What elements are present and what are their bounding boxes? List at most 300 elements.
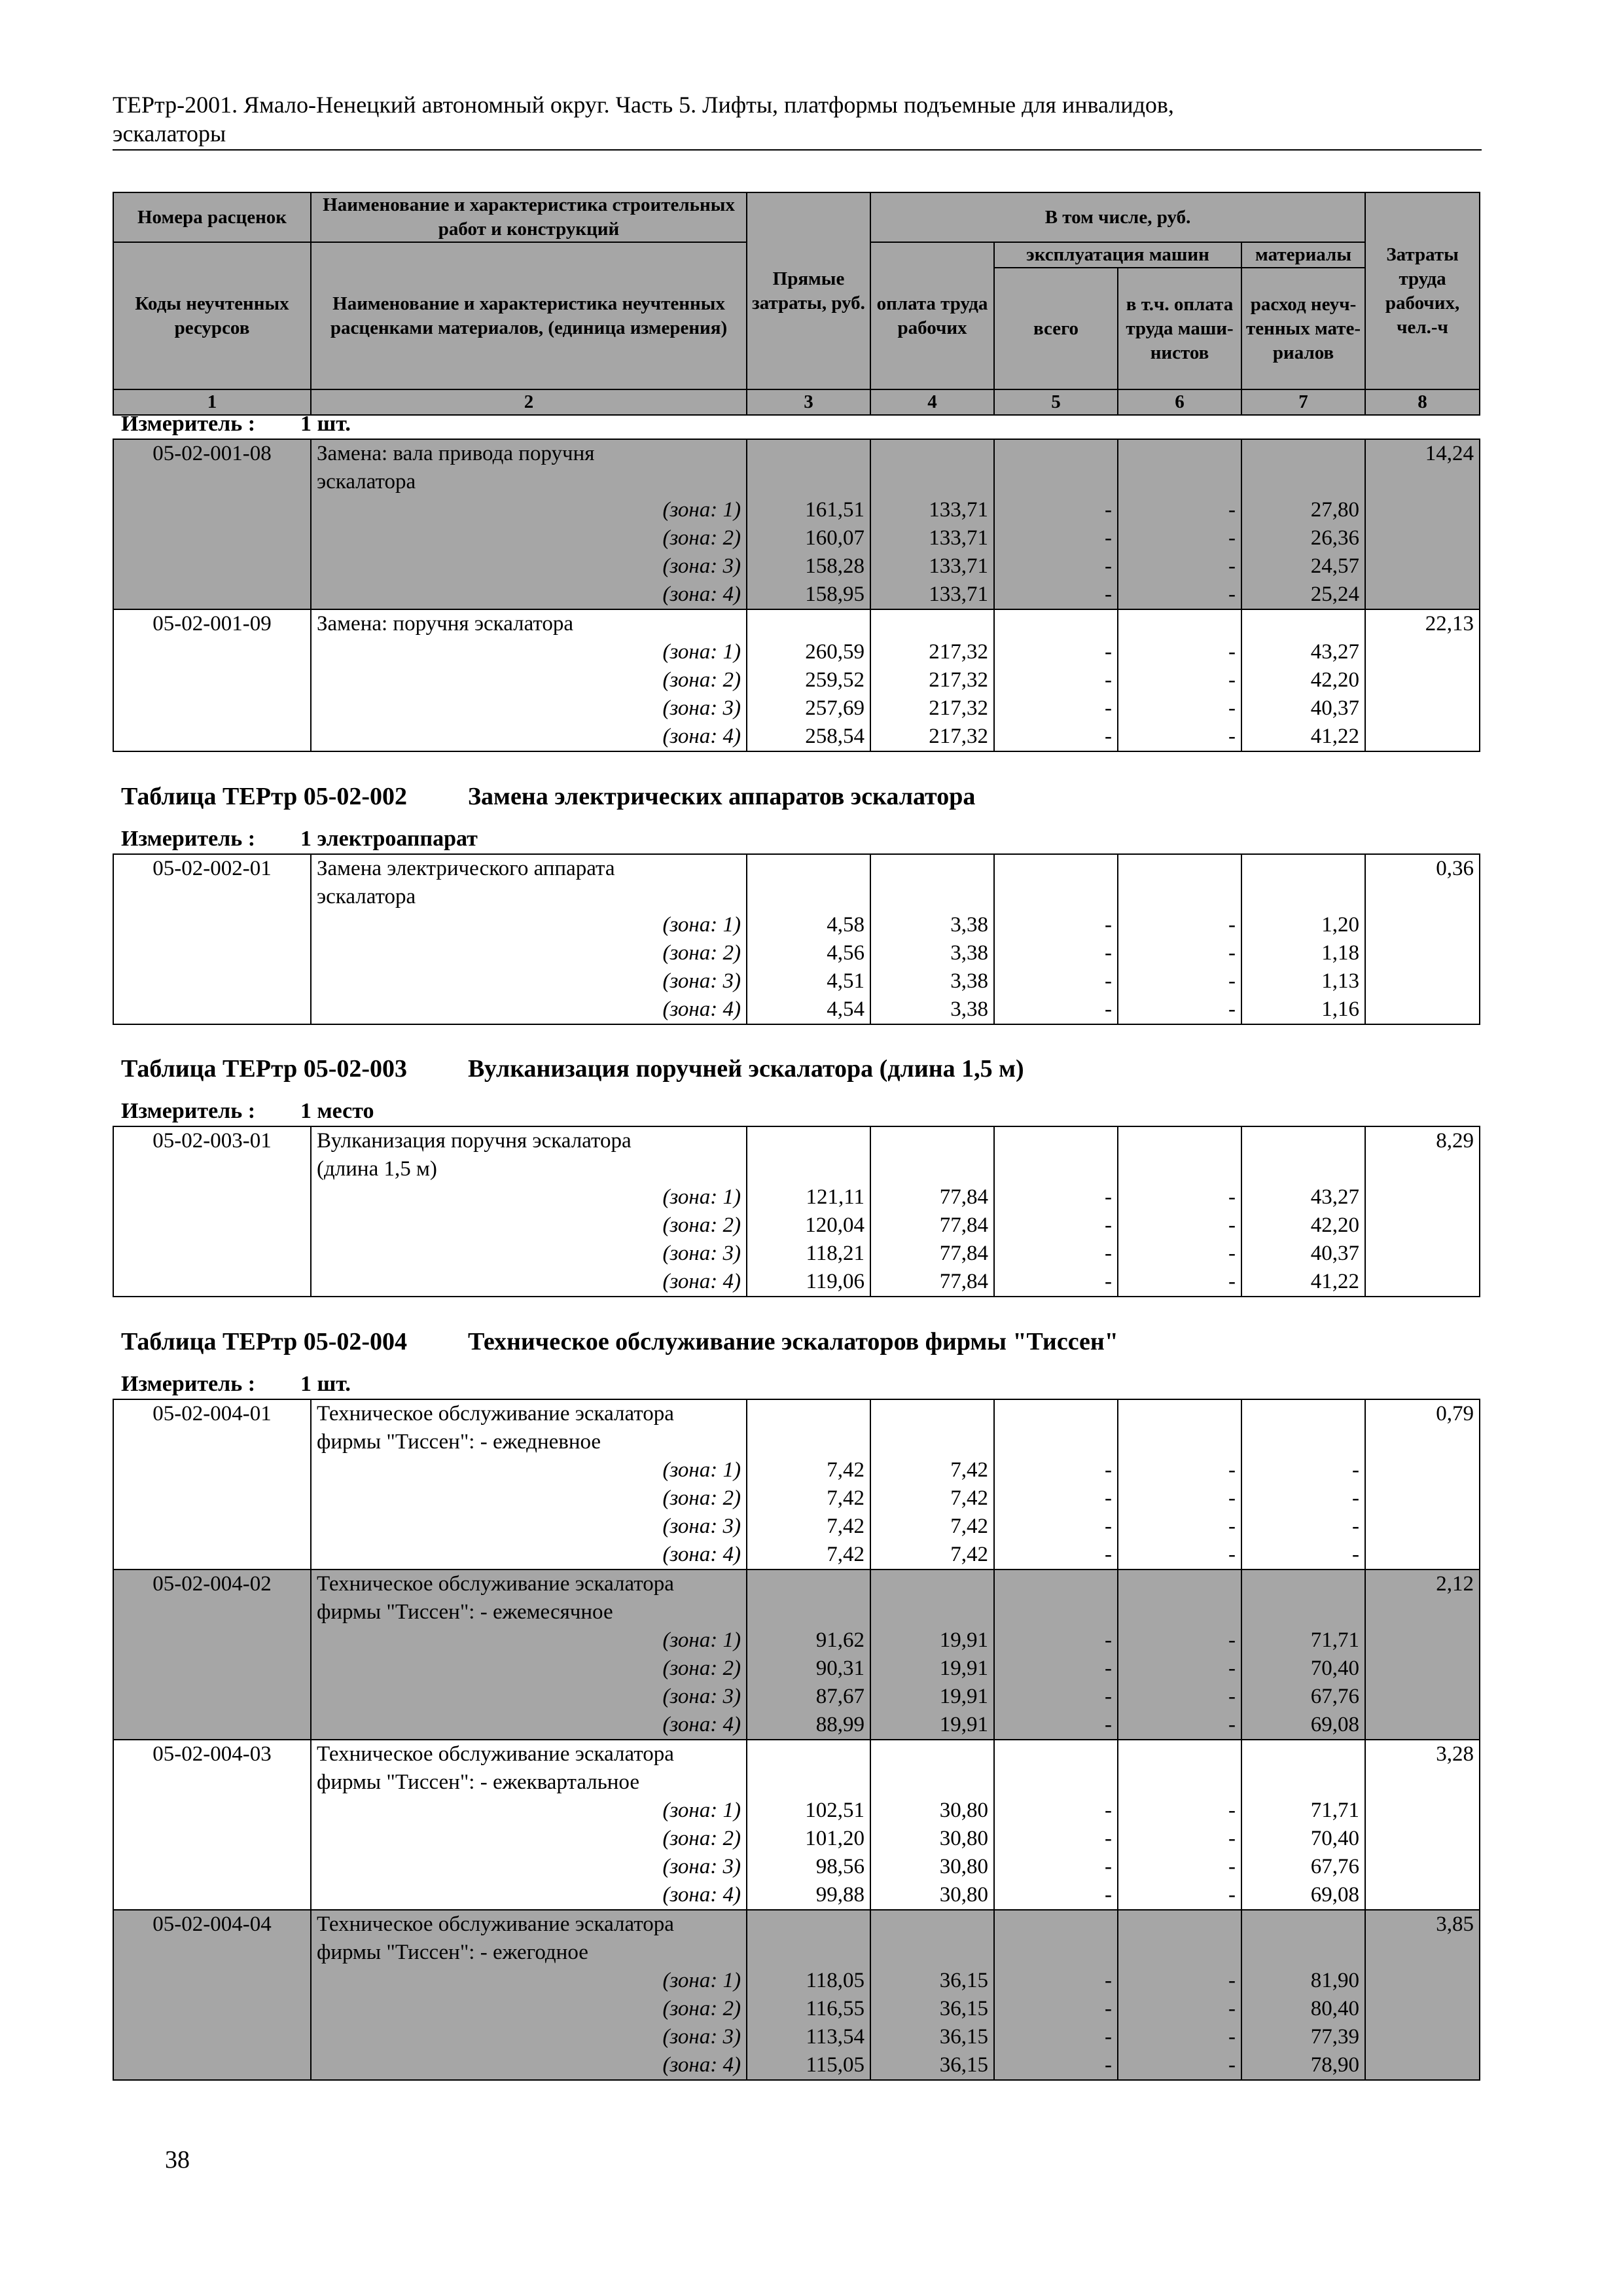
zone-label: (зона: 3) [311, 694, 747, 723]
direct-cost: 116,55 [747, 1995, 870, 2023]
material-cost: 77,39 [1241, 2023, 1365, 2051]
empty-cell [1118, 1428, 1241, 1456]
header-col-number: 6 [1118, 389, 1241, 415]
zone-label: (зона: 3) [311, 1513, 747, 1541]
empty-cell [1365, 1513, 1480, 1541]
direct-cost: 119,06 [747, 1268, 870, 1297]
worker-wage: 77,84 [870, 1268, 994, 1297]
measure-label: Измеритель : [121, 1099, 256, 1123]
table-title-name: Замена электрических аппаратов эскалатора [468, 783, 976, 810]
empty-cell [1118, 854, 1241, 883]
machinist-wage: - [1118, 1240, 1241, 1268]
machine-cost: - [994, 967, 1118, 996]
empty-cell [113, 996, 311, 1024]
material-cost: 43,27 [1241, 638, 1365, 666]
empty-cell [870, 1126, 994, 1155]
empty-cell [113, 967, 311, 996]
measure-line [121, 411, 351, 437]
empty-cell [870, 1598, 994, 1626]
worker-wage: 30,80 [870, 1853, 994, 1881]
empty-cell [747, 854, 870, 883]
empty-cell [870, 1910, 994, 1939]
labor-cost [1365, 468, 1480, 496]
worker-wage: 77,84 [870, 1240, 994, 1268]
direct-cost: 7,42 [747, 1456, 870, 1484]
table-row [113, 1570, 1480, 1598]
empty-cell [994, 468, 1118, 496]
work-name: фирмы "Тиссен": - ежедневное [311, 1428, 747, 1456]
empty-cell [1241, 883, 1365, 911]
empty-cell [747, 439, 870, 468]
empty-cell [1365, 638, 1480, 666]
machine-cost: - [994, 1853, 1118, 1881]
worker-wage: 3,38 [870, 967, 994, 996]
empty-cell [994, 883, 1118, 911]
empty-cell [1365, 723, 1480, 751]
zone-label: (зона: 1) [311, 1456, 747, 1484]
empty-cell [870, 1740, 994, 1768]
material-cost: 1,16 [1241, 996, 1365, 1024]
empty-cell [1365, 1711, 1480, 1740]
empty-cell [994, 1768, 1118, 1797]
measure-unit: 1 электроаппарат [300, 827, 478, 851]
empty-cell [994, 1126, 1118, 1155]
direct-cost: 113,54 [747, 2023, 870, 2051]
zone-label: (зона: 2) [311, 1211, 747, 1240]
labor-cost: 3,28 [1365, 1740, 1480, 1768]
direct-cost: 158,95 [747, 581, 870, 609]
empty-cell [1241, 1910, 1365, 1939]
empty-cell [113, 2051, 311, 2080]
zone-label: (зона: 4) [311, 1881, 747, 1910]
empty-cell [747, 1126, 870, 1155]
material-cost: 69,08 [1241, 1711, 1365, 1740]
empty-cell [113, 552, 311, 581]
machinist-wage: - [1118, 1995, 1241, 2023]
machinist-wage: - [1118, 552, 1241, 581]
table-title [121, 782, 976, 811]
empty-cell [1241, 1570, 1365, 1598]
rate-code: 05-02-001-08 [113, 439, 311, 468]
table-row [113, 1626, 1480, 1655]
empty-cell [747, 1598, 870, 1626]
direct-cost: 260,59 [747, 638, 870, 666]
machine-cost: - [994, 1967, 1118, 1995]
empty-cell [1365, 1183, 1480, 1211]
direct-cost: 4,56 [747, 939, 870, 967]
empty-cell [747, 1768, 870, 1797]
empty-cell [113, 1541, 311, 1570]
zone-label: (зона: 2) [311, 1825, 747, 1853]
machinist-wage: - [1118, 638, 1241, 666]
machinist-wage: - [1118, 2023, 1241, 2051]
empty-cell [870, 1155, 994, 1183]
table-row [113, 1797, 1480, 1825]
table-row [113, 1910, 1480, 1939]
machine-cost: - [994, 1711, 1118, 1740]
table-row [113, 1768, 1480, 1797]
empty-cell [1365, 496, 1480, 524]
worker-wage: 36,15 [870, 2023, 994, 2051]
labor-cost [1365, 1428, 1480, 1456]
machinist-wage: - [1118, 1683, 1241, 1711]
empty-cell [747, 609, 870, 638]
direct-cost: 99,88 [747, 1881, 870, 1910]
empty-cell [1241, 1428, 1365, 1456]
table-row [113, 1967, 1480, 1995]
empty-cell [1365, 996, 1480, 1024]
material-cost: 1,20 [1241, 911, 1365, 939]
empty-cell [747, 468, 870, 496]
empty-cell [1241, 468, 1365, 496]
measure-label: Измеритель : [121, 412, 256, 436]
empty-cell [1118, 439, 1241, 468]
direct-cost: 91,62 [747, 1626, 870, 1655]
labor-cost [1365, 1155, 1480, 1183]
direct-cost: 4,54 [747, 996, 870, 1024]
table-row [113, 1598, 1480, 1626]
direct-cost: 115,05 [747, 2051, 870, 2080]
header-material-consumption: расход неуч-тенных мате-риалов [1241, 268, 1365, 389]
empty-cell [113, 1825, 311, 1853]
direct-cost: 158,28 [747, 552, 870, 581]
machinist-wage: - [1118, 1456, 1241, 1484]
empty-cell [1118, 1768, 1241, 1797]
zone-label: (зона: 4) [311, 723, 747, 751]
machine-cost: - [994, 524, 1118, 552]
rate-code: 05-02-004-01 [113, 1399, 311, 1428]
empty-cell [113, 694, 311, 723]
table-row [113, 1240, 1480, 1268]
worker-wage: 133,71 [870, 581, 994, 609]
direct-cost: 7,42 [747, 1484, 870, 1513]
empty-cell [1118, 1126, 1241, 1155]
rates-table [113, 439, 1480, 752]
material-cost: 24,57 [1241, 552, 1365, 581]
empty-cell [870, 1939, 994, 1967]
empty-cell [1365, 1268, 1480, 1297]
header-col-number: 3 [747, 389, 870, 415]
empty-cell [113, 1211, 311, 1240]
rates-table [113, 853, 1480, 1025]
table-title-code: Таблица ТЕРтр 05-02-003 [121, 1055, 408, 1083]
rate-code [113, 1155, 311, 1183]
empty-cell [1365, 524, 1480, 552]
material-cost: 25,24 [1241, 581, 1365, 609]
machine-cost: - [994, 2051, 1118, 2080]
direct-cost: 4,51 [747, 967, 870, 996]
empty-cell [113, 911, 311, 939]
machine-cost: - [994, 996, 1118, 1024]
worker-wage: 3,38 [870, 939, 994, 967]
empty-cell [870, 468, 994, 496]
labor-cost: 0,79 [1365, 1399, 1480, 1428]
empty-cell [994, 1598, 1118, 1626]
empty-cell [1365, 581, 1480, 609]
table-row [113, 1541, 1480, 1570]
material-cost: 42,20 [1241, 666, 1365, 694]
zone-label: (зона: 4) [311, 2051, 747, 2080]
empty-cell [994, 1939, 1118, 1967]
empty-cell [1365, 1484, 1480, 1513]
empty-cell [1241, 1126, 1365, 1155]
rate-code: 05-02-004-04 [113, 1910, 311, 1939]
table-row [113, 1183, 1480, 1211]
machine-cost: - [994, 552, 1118, 581]
empty-cell [870, 1570, 994, 1598]
measure-unit: 1 шт. [300, 412, 351, 436]
machine-cost: - [994, 723, 1118, 751]
material-cost: 26,36 [1241, 524, 1365, 552]
worker-wage: 133,71 [870, 496, 994, 524]
rate-code [113, 1428, 311, 1456]
empty-cell [1365, 1626, 1480, 1655]
empty-cell [1365, 1456, 1480, 1484]
zone-label: (зона: 4) [311, 1711, 747, 1740]
header-col-number: 7 [1241, 389, 1365, 415]
labor-cost: 2,12 [1365, 1570, 1480, 1598]
measure-line [121, 1371, 351, 1397]
worker-wage: 36,15 [870, 1995, 994, 2023]
worker-wage: 19,91 [870, 1655, 994, 1683]
machinist-wage: - [1118, 967, 1241, 996]
empty-cell [994, 1428, 1118, 1456]
table-row [113, 1268, 1480, 1297]
empty-cell [113, 2023, 311, 2051]
direct-cost: 7,42 [747, 1541, 870, 1570]
header-labor-costs: Затраты труда рабочих, чел.-ч [1365, 192, 1480, 389]
empty-cell [1365, 1240, 1480, 1268]
worker-wage: 3,38 [870, 996, 994, 1024]
empty-cell [1241, 854, 1365, 883]
header-machinist-wages: в т.ч. оплата труда маши-нистов [1118, 268, 1241, 389]
material-cost: 70,40 [1241, 1655, 1365, 1683]
direct-cost: 120,04 [747, 1211, 870, 1240]
material-cost: 69,08 [1241, 1881, 1365, 1910]
worker-wage: 19,91 [870, 1683, 994, 1711]
empty-cell [1365, 1881, 1480, 1910]
material-cost: 67,76 [1241, 1853, 1365, 1881]
empty-cell [1118, 1399, 1241, 1428]
empty-cell [747, 883, 870, 911]
empty-cell [113, 1853, 311, 1881]
table-row [113, 967, 1480, 996]
empty-cell [113, 1683, 311, 1711]
empty-cell [870, 883, 994, 911]
empty-cell [1365, 1825, 1480, 1853]
material-cost: - [1241, 1456, 1365, 1484]
machine-cost: - [994, 666, 1118, 694]
empty-cell [994, 854, 1118, 883]
empty-cell [1365, 694, 1480, 723]
zone-label: (зона: 2) [311, 1995, 747, 2023]
empty-cell [1241, 1740, 1365, 1768]
work-name: Замена: поручня эскалатора [311, 609, 747, 638]
machine-cost: - [994, 1655, 1118, 1683]
empty-cell [1118, 1598, 1241, 1626]
material-cost: 71,71 [1241, 1797, 1365, 1825]
machinist-wage: - [1118, 2051, 1241, 2080]
header-direct-costs: Прямые затраты, руб. [747, 192, 870, 389]
empty-cell [870, 439, 994, 468]
zone-label: (зона: 1) [311, 638, 747, 666]
table-row [113, 939, 1480, 967]
machinist-wage: - [1118, 1797, 1241, 1825]
material-cost: 80,40 [1241, 1995, 1365, 2023]
material-cost: - [1241, 1541, 1365, 1570]
rate-code: 05-02-003-01 [113, 1126, 311, 1155]
rate-code [113, 1598, 311, 1626]
machinist-wage: - [1118, 1211, 1241, 1240]
empty-cell [747, 1910, 870, 1939]
table-row [113, 1456, 1480, 1484]
work-name: Замена: вала привода поручня [311, 439, 747, 468]
table-row [113, 581, 1480, 609]
empty-cell [113, 1484, 311, 1513]
header-including: В том числе, руб. [870, 192, 1365, 242]
table-row [113, 666, 1480, 694]
machinist-wage: - [1118, 1853, 1241, 1881]
zone-label: (зона: 3) [311, 2023, 747, 2051]
empty-cell [1365, 1995, 1480, 2023]
work-name: эскалатора [311, 883, 747, 911]
machinist-wage: - [1118, 1513, 1241, 1541]
empty-cell [113, 496, 311, 524]
work-name: эскалатора [311, 468, 747, 496]
table-row [113, 1155, 1480, 1183]
table-row [113, 609, 1480, 638]
work-name: Техническое обслуживание эскалатора [311, 1399, 747, 1428]
zone-label: (зона: 3) [311, 1683, 747, 1711]
empty-cell [870, 1399, 994, 1428]
machine-cost: - [994, 1683, 1118, 1711]
machine-cost: - [994, 1797, 1118, 1825]
page-number: 38 [165, 2146, 190, 2174]
direct-cost: 7,42 [747, 1513, 870, 1541]
machine-cost: - [994, 1825, 1118, 1853]
empty-cell [113, 1967, 311, 1995]
work-name: Замена электрического аппарата [311, 854, 747, 883]
header-material-name: Наименование и характеристика неучтенных расценками материалов, (единица измерения) [311, 242, 747, 389]
empty-cell [747, 1740, 870, 1768]
table-row [113, 1881, 1480, 1910]
table-row [113, 1740, 1480, 1768]
empty-cell [113, 1711, 311, 1740]
zone-label: (зона: 1) [311, 911, 747, 939]
machine-cost: - [994, 496, 1118, 524]
zone-label: (зона: 2) [311, 1655, 747, 1683]
empty-cell [994, 609, 1118, 638]
table-row [113, 1683, 1480, 1711]
header-col-number: 1 [113, 389, 311, 415]
zone-label: (зона: 3) [311, 1240, 747, 1268]
direct-cost: 102,51 [747, 1797, 870, 1825]
empty-cell [747, 1570, 870, 1598]
empty-cell [994, 1399, 1118, 1428]
machine-cost: - [994, 1626, 1118, 1655]
machine-cost: - [994, 1240, 1118, 1268]
material-cost: 1,13 [1241, 967, 1365, 996]
direct-cost: 160,07 [747, 524, 870, 552]
rate-code [113, 1768, 311, 1797]
machinist-wage: - [1118, 694, 1241, 723]
work-name: (длина 1,5 м) [311, 1155, 747, 1183]
machine-cost: - [994, 1268, 1118, 1297]
empty-cell [870, 1768, 994, 1797]
work-name: Техническое обслуживание эскалатора [311, 1910, 747, 1939]
table-row [113, 996, 1480, 1024]
machine-cost: - [994, 1183, 1118, 1211]
table-row [113, 1211, 1480, 1240]
table-row [113, 2051, 1480, 2080]
table-row [113, 883, 1480, 911]
empty-cell [1118, 609, 1241, 638]
material-cost: 78,90 [1241, 2051, 1365, 2080]
header-machine-operation: эксплуатация машин [994, 242, 1241, 268]
labor-cost [1365, 883, 1480, 911]
empty-cell [1118, 1910, 1241, 1939]
direct-cost: 258,54 [747, 723, 870, 751]
material-cost: 42,20 [1241, 1211, 1365, 1240]
empty-cell [1365, 2023, 1480, 2051]
rate-code: 05-02-004-02 [113, 1570, 311, 1598]
material-cost: - [1241, 1484, 1365, 1513]
table-row [113, 552, 1480, 581]
table-row [113, 439, 1480, 468]
labor-cost [1365, 1598, 1480, 1626]
material-cost: 41,22 [1241, 723, 1365, 751]
direct-cost: 90,31 [747, 1655, 870, 1683]
machine-cost: - [994, 1995, 1118, 2023]
table-row [113, 854, 1480, 883]
empty-cell [870, 1428, 994, 1456]
page-header [113, 90, 1482, 151]
labor-cost [1365, 1768, 1480, 1797]
worker-wage: 217,32 [870, 638, 994, 666]
zone-label: (зона: 1) [311, 1967, 747, 1995]
table-row [113, 1711, 1480, 1740]
rate-code: 05-02-002-01 [113, 854, 311, 883]
empty-cell [1118, 1939, 1241, 1967]
machinist-wage: - [1118, 1268, 1241, 1297]
empty-cell [113, 581, 311, 609]
machinist-wage: - [1118, 496, 1241, 524]
direct-cost: 87,67 [747, 1683, 870, 1711]
zone-label: (зона: 1) [311, 1183, 747, 1211]
header-col-number: 8 [1365, 389, 1480, 415]
empty-cell [113, 1626, 311, 1655]
empty-cell [747, 1428, 870, 1456]
direct-cost: 121,11 [747, 1183, 870, 1211]
empty-cell [113, 723, 311, 751]
material-cost: 27,80 [1241, 496, 1365, 524]
labor-cost: 8,29 [1365, 1126, 1480, 1155]
table-row [113, 1825, 1480, 1853]
worker-wage: 3,38 [870, 911, 994, 939]
empty-cell [1241, 609, 1365, 638]
labor-cost: 3,85 [1365, 1910, 1480, 1939]
zone-label: (зона: 1) [311, 1797, 747, 1825]
worker-wage: 7,42 [870, 1456, 994, 1484]
direct-cost: 161,51 [747, 496, 870, 524]
worker-wage: 7,42 [870, 1513, 994, 1541]
empty-cell [1365, 1967, 1480, 1995]
machinist-wage: - [1118, 723, 1241, 751]
machine-cost: - [994, 2023, 1118, 2051]
direct-cost: 259,52 [747, 666, 870, 694]
rate-code: 05-02-001-09 [113, 609, 311, 638]
work-name: Техническое обслуживание эскалатора [311, 1570, 747, 1598]
